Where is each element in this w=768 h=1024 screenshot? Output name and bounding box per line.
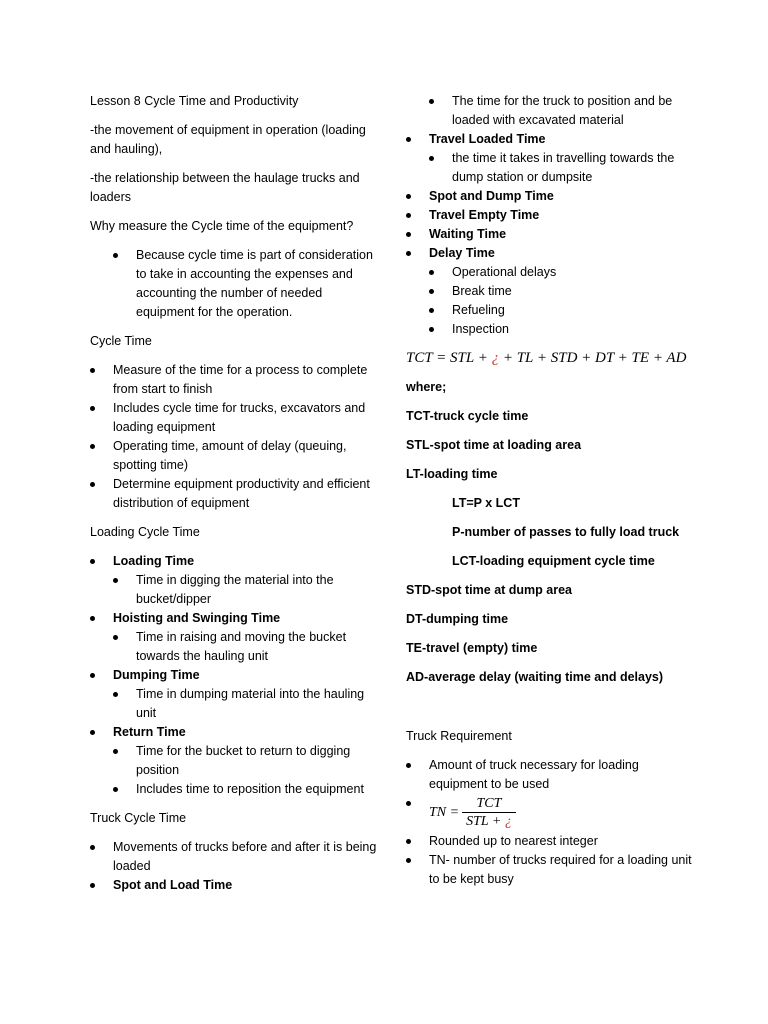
list-subitem: Time in raising and moving the bucket towards the hauling unit [90, 628, 380, 666]
why-question: Why measure the Cycle time of the equipment? [90, 219, 354, 233]
list-item: Spot and Dump Time [406, 187, 696, 206]
def-tct: TCT-truck cycle time [406, 409, 529, 423]
def-lt: LT-loading time [406, 467, 498, 481]
truck-cycle-heading: Truck Cycle Time [90, 811, 187, 825]
tn-fraction [462, 795, 516, 830]
cycle-time-heading: Cycle Time [90, 334, 152, 348]
tn-formula [406, 794, 696, 832]
list-item: Waiting Time [406, 225, 696, 244]
list-item: Includes cycle time for trucks, excavators and loading equipment [90, 399, 380, 437]
left-column [90, 92, 380, 905]
list-subitem: the time it takes in travelling towards the dump station or dumpsite [406, 149, 696, 187]
tn-denominator [462, 813, 516, 830]
why-answer-list [90, 246, 380, 322]
loading-cycle-list [90, 552, 380, 799]
truck-requirement-list [406, 756, 696, 889]
def-std: STD-spot time at dump area [406, 583, 572, 597]
list-item: TN- number of trucks required for a loading unit to be kept busy [406, 851, 696, 889]
list-item: Measure of the time for a process to complete from start to finish [90, 361, 380, 399]
tn-denominator-text: STL + [466, 814, 505, 830]
truck-cycle-list [90, 838, 380, 895]
list-subitem: Includes time to reposition the equipment [90, 780, 380, 799]
list-subitem: Inspection [406, 320, 696, 339]
def-te: TE-travel (empty) time [406, 641, 538, 655]
list-item: Hoisting and Swinging Time [90, 609, 380, 628]
list-item: Loading Time [90, 552, 380, 571]
loading-cycle-heading: Loading Cycle Time [90, 525, 200, 539]
spacer [406, 697, 696, 727]
list-subitem: The time for the truck to position and be loaded with excavated material [406, 92, 696, 130]
intro-movement: -the movement of equipment in operation (loading and hauling), [90, 123, 366, 156]
list-subitem: Break time [406, 282, 696, 301]
list-item: Travel Loaded Time [406, 130, 696, 149]
def-p: P-number of passes to fully load truck [452, 525, 680, 539]
tn-numerator: TCT [462, 795, 516, 813]
cycle-time-list [90, 361, 380, 513]
why-answer: Because cycle time is part of consideration to take in accounting the expenses and accounting the number of needed equipment for the operation. [113, 246, 380, 322]
list-item: Spot and Load Time [90, 876, 380, 895]
lesson-title: Lesson 8 Cycle Time and Productivity [90, 94, 299, 108]
list-item: Rounded up to nearest integer [406, 832, 696, 851]
formula-part: + TL + STD + DT + TE + AD [499, 350, 687, 366]
formula-part: TCT = STL + [406, 350, 492, 366]
where-label: where; [406, 380, 447, 394]
list-subitem: Time for the bucket to return to digging position [90, 742, 380, 780]
list-subitem: Operational delays [406, 263, 696, 282]
tn-unknown-glyph: ¿ [504, 814, 512, 830]
formula-unknown-glyph: ¿ [491, 350, 500, 366]
def-ad: AD-average delay (waiting time and delays) [406, 670, 664, 684]
list-item: Return Time [90, 723, 380, 742]
def-lt-equation: LT=P x LCT [452, 496, 520, 510]
list-item: Delay Time [406, 244, 696, 263]
list-item: Dumping Time [90, 666, 380, 685]
tn-lhs: TN = [429, 805, 460, 820]
def-stl: STL-spot time at loading area [406, 438, 582, 452]
list-subitem: Time in dumping material into the hauling unit [90, 685, 380, 723]
list-subitem: Refueling [406, 301, 696, 320]
truck-cycle-continued-list [406, 92, 696, 339]
right-column [406, 92, 696, 899]
def-dt: DT-dumping time [406, 612, 509, 626]
list-item: Operating time, amount of delay (queuing, spotting time) [90, 437, 380, 475]
tct-formula [406, 349, 696, 368]
list-subitem: Time in digging the material into the bucket/dipper [90, 571, 380, 609]
intro-relationship: -the relationship between the haulage trucks and loaders [90, 171, 360, 204]
list-item: Travel Empty Time [406, 206, 696, 225]
list-item: Determine equipment productivity and efficient distribution of equipment [90, 475, 380, 513]
truck-requirement-heading: Truck Requirement [406, 729, 512, 743]
def-lct: LCT-loading equipment cycle time [452, 554, 655, 568]
list-item: Movements of trucks before and after it is being loaded [90, 838, 380, 876]
list-item: Amount of truck necessary for loading equipment to be used [406, 756, 696, 794]
